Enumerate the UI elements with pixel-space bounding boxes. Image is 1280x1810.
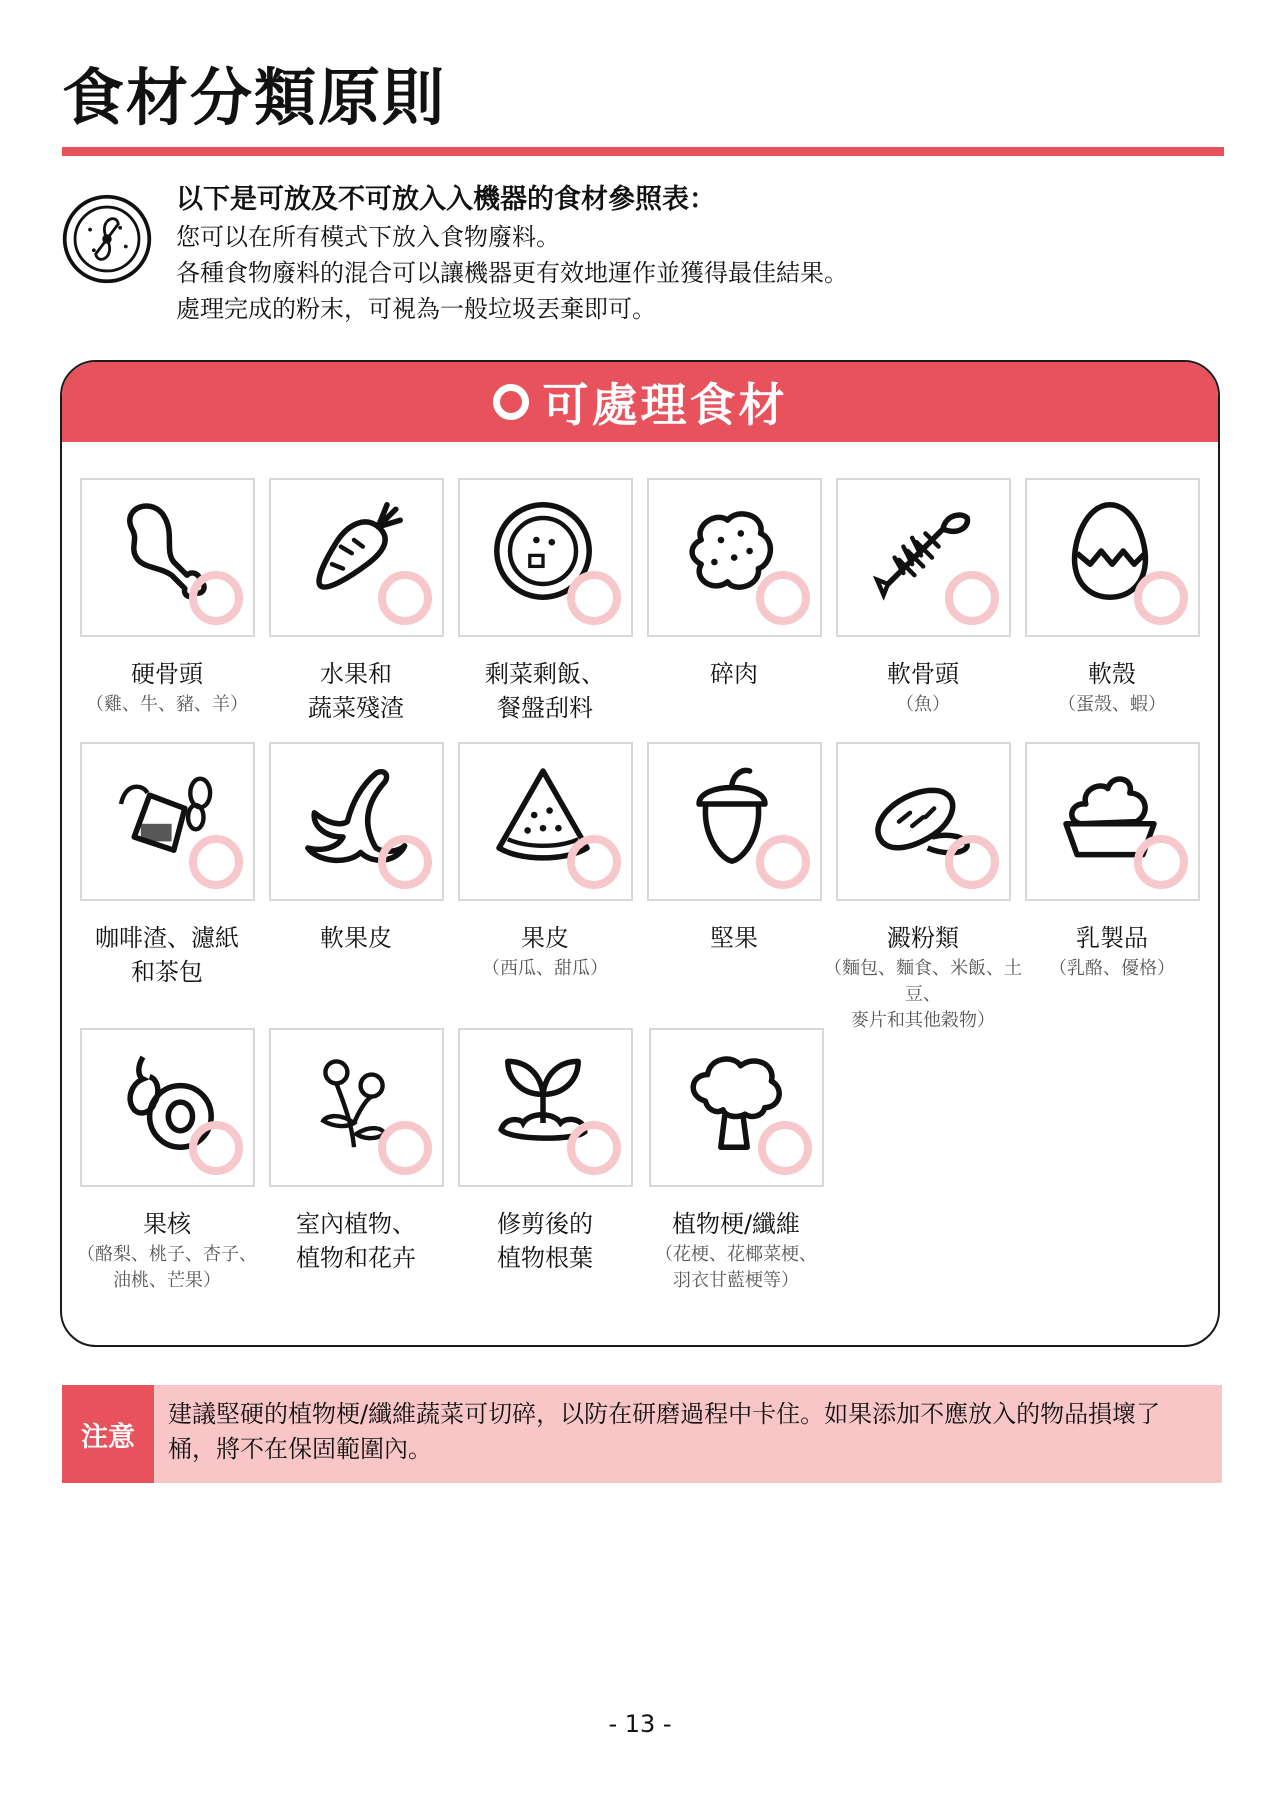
food-note: （麵包、麵食、米飯、土豆、 麥片和其他穀物）: [824, 957, 1022, 1031]
panel-header: [62, 362, 1218, 442]
food-card-minced-meat: [647, 478, 822, 637]
food-card-coffee-tea: [80, 742, 255, 901]
food-name: 室內植物、 植物和花卉: [296, 1210, 416, 1272]
food-label: [639, 658, 829, 692]
food-card-stems-fibers: [649, 1028, 824, 1187]
ok-ring-icon: [945, 835, 999, 889]
grinder-blade-icon: [60, 192, 154, 286]
food-name: 碎肉: [710, 660, 758, 688]
food-label: [641, 1208, 831, 1294]
acceptable-food-panel: [60, 360, 1220, 1347]
food-label: [450, 658, 640, 725]
food-note: （乳酪、優格）: [1049, 957, 1175, 979]
food-card-dairy: [1025, 742, 1200, 901]
food-label: [261, 658, 451, 725]
food-note: （蛋殼、蝦）: [1058, 693, 1166, 715]
ok-ring-icon: [1134, 571, 1188, 625]
food-label: [450, 922, 640, 982]
title-divider: [62, 147, 1224, 156]
food-card-starch: [836, 742, 1011, 901]
food-note: （魚）: [896, 693, 950, 715]
food-label: [72, 658, 262, 718]
food-label: [1017, 922, 1207, 982]
intro-heading: 以下是可放及不可放入入機器的食材參照表：: [176, 184, 716, 215]
ok-ring-icon: [189, 571, 243, 625]
ok-ring-icon: [1134, 835, 1188, 889]
warranty-notice: [62, 1385, 1222, 1483]
ok-ring-icon: [756, 835, 810, 889]
food-label: [1017, 658, 1207, 718]
food-label: [639, 922, 829, 956]
food-card-hard-bone: [80, 478, 255, 637]
food-card-peel: [458, 742, 633, 901]
food-name: 軟果皮: [320, 924, 392, 952]
ok-ring-icon: [758, 1121, 812, 1175]
food-name: 果核: [143, 1210, 191, 1238]
food-label: [828, 658, 1018, 718]
ok-ring-icon: [567, 571, 621, 625]
food-note: （西瓜、甜瓜）: [482, 957, 608, 979]
food-card-soft-bone: [836, 478, 1011, 637]
ok-ring-icon: [378, 835, 432, 889]
ok-ring-icon: [189, 835, 243, 889]
food-name: 果皮: [521, 924, 569, 952]
page-number: - 13 -: [608, 1710, 672, 1738]
food-label: [261, 922, 451, 956]
food-note: （花梗、花椰菜梗、 羽衣甘藍梗等）: [655, 1243, 817, 1291]
food-card-nuts: [647, 742, 822, 901]
ok-ring-icon: [756, 571, 810, 625]
food-name: 水果和 蔬菜殘渣: [308, 660, 404, 722]
food-note: （雞、牛、豬、羊）: [86, 693, 248, 715]
circle-ok-icon: [493, 384, 529, 420]
food-label: [813, 922, 1033, 1034]
food-card-soft-shell: [1025, 478, 1200, 637]
food-name: 澱粉類: [887, 924, 959, 952]
food-name: 剩菜剩飯、 餐盤刮料: [485, 660, 605, 722]
food-card-fruit-pit: [80, 1028, 255, 1187]
panel-title: 可處理食材: [542, 378, 788, 432]
ok-ring-icon: [189, 1121, 243, 1175]
ok-ring-icon: [567, 835, 621, 889]
intro-line: 您可以在所有模式下放入食物廢料。: [176, 223, 560, 252]
food-card-trimmings: [458, 1028, 633, 1187]
food-name: 咖啡渣、濾紙 和茶包: [95, 924, 239, 986]
food-note: （酪梨、桃子、杏子、 油桃、芒果）: [77, 1243, 257, 1291]
ok-ring-icon: [378, 571, 432, 625]
food-name: 修剪後的 植物根葉: [497, 1210, 593, 1272]
page-title: 食材分類原則: [62, 61, 447, 134]
food-card-plants-flowers: [269, 1028, 444, 1187]
food-card-leftovers: [458, 478, 633, 637]
food-card-soft-peel: [269, 742, 444, 901]
notice-text: 建議堅硬的植物梗/纖維蔬菜可切碎，以防在研磨過程中卡住。如果添加不應放入的物品損壞了桶，將不在保固範圍內。: [168, 1400, 1161, 1463]
intro-text-block: [176, 184, 1176, 330]
food-label: [450, 1208, 640, 1275]
ok-ring-icon: [945, 571, 999, 625]
food-name: 硬骨頭: [131, 660, 203, 688]
food-label: [72, 922, 262, 989]
ok-ring-icon: [567, 1121, 621, 1175]
food-name: 堅果: [710, 924, 758, 952]
notice-tag: 注意: [62, 1385, 154, 1483]
food-card-vegetable-scraps: [269, 478, 444, 637]
food-name: 植物梗/纖維: [671, 1210, 801, 1238]
intro-line: 各種食物廢料的混合可以讓機器更有效地運作並獲得最佳結果。: [176, 259, 848, 288]
food-label: [261, 1208, 451, 1275]
ok-ring-icon: [378, 1121, 432, 1175]
food-name: 軟骨頭: [887, 660, 959, 688]
food-name: 軟殼: [1088, 660, 1136, 688]
intro-line: 處理完成的粉末，可視為一般垃圾丟棄即可。: [176, 295, 656, 324]
food-name: 乳製品: [1076, 924, 1148, 952]
food-label: [72, 1208, 262, 1294]
